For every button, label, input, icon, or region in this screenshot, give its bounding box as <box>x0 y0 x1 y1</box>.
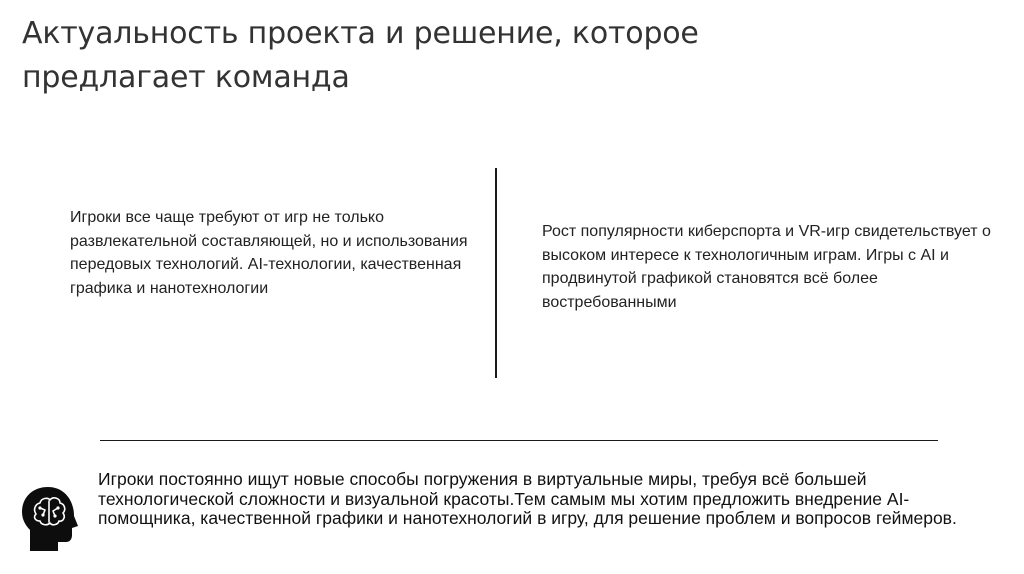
vertical-divider <box>495 168 497 378</box>
head-brain-icon <box>18 484 84 554</box>
slide-title: Актуальность проекта и решение, которое предлагает команда <box>22 16 699 95</box>
bottom-summary-text: Игроки постоянно ищут новые способы погружения в виртуальные миры, требуя всё большей технологической сложности и визуальной красоты.Тем самым мы хотим предложить внедрение AI-помощника, качественной графики и нанотехнологий в игру, для решение проблем и вопросов геймеров. <box>98 469 957 528</box>
horizontal-divider <box>100 440 938 441</box>
left-column-text: Игроки все чаще требуют от игр не только развлекательной составляющей, но и использования передовых технологий. AI-технологии, качественная графика и нанотехнологии <box>70 209 468 297</box>
right-column-text: Рост популярности киберспорта и VR-игр свидетельствует о высоком интересе к технологичным играм. Игры с AI и продвинутой графикой становятся всё более востребованными <box>542 223 991 311</box>
